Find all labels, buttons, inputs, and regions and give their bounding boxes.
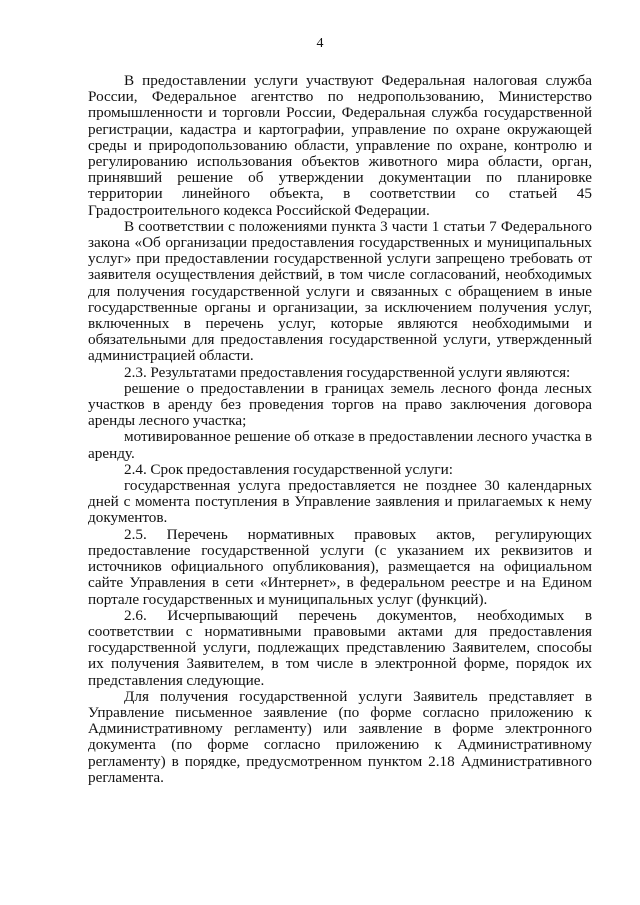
paragraph-2-5-legal-acts: 2.5. Перечень нормативных правовых актов, регулирующих предоставление государственной услуги (с указанием их реквизитов и источников официального опубликования), размещается на официальном сайте Управления в сети «Интернет», в федеральном реестре и на Едином портале государственных и муниципальных услуг (функций). (88, 525, 592, 608)
paragraph-term-text: государственная услуга предоставляется не позднее 30 календарных дней с момента поступления в Управление заявления и прилагаемых к нему документов. (88, 477, 592, 527)
paragraph-2-6-documents-list: 2.6. Исчерпывающий перечень документов, необходимых в соответствии с нормативными правовыми актами для предоставления государственной услуги, подлежащих представлению Заявителем, способы их получения Заявителем, в том числе в электронной форме, порядок их представления следующие. (88, 606, 592, 689)
paragraph-2-3-results-heading: 2.3. Результатами предоставления государственной услуги являются: (124, 363, 571, 381)
paragraph-application-submission: Для получения государственной услуги Заявитель представляет в Управление письменное заявление (по форме согласно приложению к Административному регламенту) или заявление в форме электронного документа (по форме согласно приложению к Административному регламенту) в порядке, предусмотренном пунктом 2.18 Административного регламента. (88, 687, 592, 786)
paragraph-result-refusal: мотивированное решение об отказе в предоставлении лесного участка в аренду. (88, 428, 592, 462)
document-body (88, 73, 592, 786)
page-number: 4 (316, 36, 324, 51)
paragraph-result-approval: решение о предоставлении в границах земель лесного фонда лесных участков в аренду без проведения торгов на право заключения договора аренды лесного участка; (88, 379, 592, 430)
paragraph-2-4-term-heading: 2.4. Срок предоставления государственной услуги: (124, 460, 453, 478)
paragraph-prohibited-requirements: В соответствии с положениями пункта 3 части 1 статьи 7 Федерального закона «Об организации предоставления государственных и муниципальных услуг» при предоставлении государственной услуги запрещено требовать от заявителя осуществления действий, в том числе согласований, необходимых для получения государственной услуги и связанных с обращением в иные государственные органы и организации, за исключением получения услуг, включенных в перечень услуг, которые являются необходимыми и обязательными для предоставления государственной услуги, утвержденный администрацией области. (88, 217, 592, 365)
paragraph-participants: В предоставлении услуги участвуют Федеральная налоговая служба России, Федеральное агентство по недропользованию, Министерство промышленности и торговли России, Федеральная служба государственной регистрации, кадастра и картографии, управление по охране окружающей среды и природопользованию области, управление по охране, контролю и регулированию использования объектов животного мира области, орган, принявший решение об утверждении документации по планировке территории линейного объекта, в соответствии со статьей 45 Градостроительного кодекса Российской Федерации. (88, 72, 592, 219)
